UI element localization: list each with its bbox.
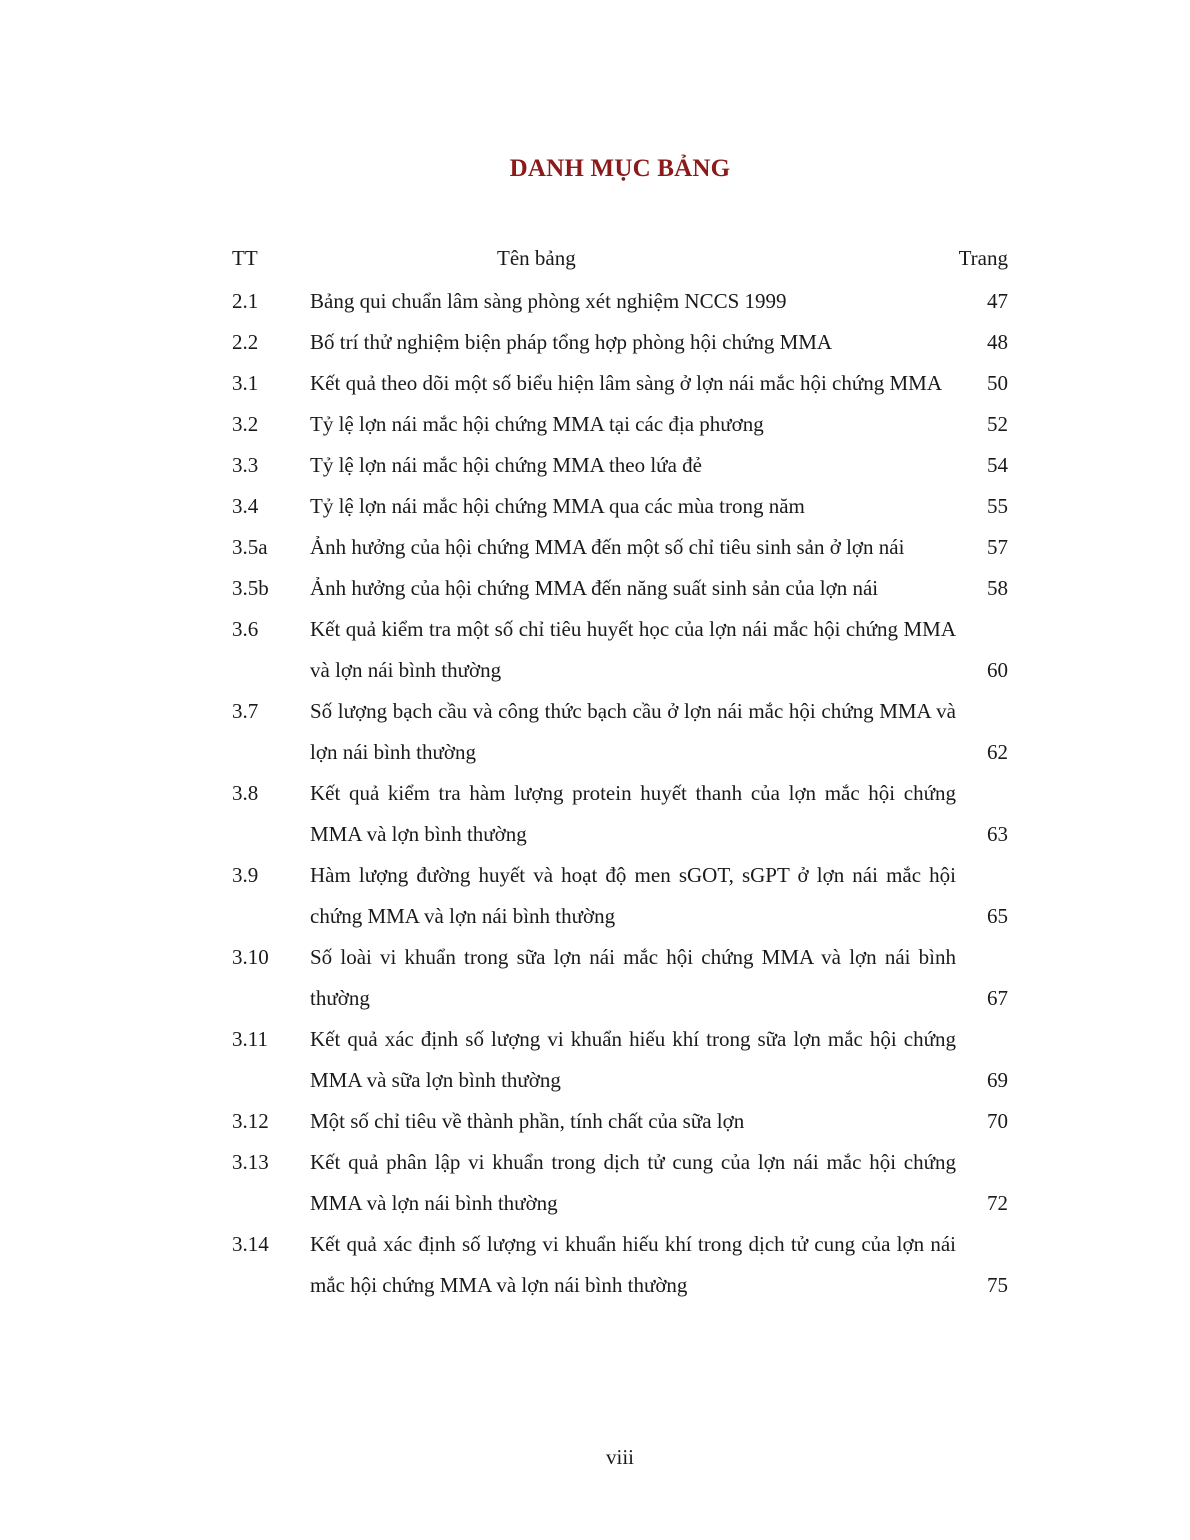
entry-title: Kết quả kiểm tra hàm lượng protein huyết thanh của lợn mắc hội chứng MMA và lợn bình thường bbox=[310, 781, 956, 846]
entry-number: 3.12 bbox=[232, 1109, 269, 1133]
toc-entry bbox=[232, 486, 1008, 527]
entry-page: 69 bbox=[987, 1068, 1008, 1092]
entry-number: 3.7 bbox=[232, 699, 259, 723]
toc-entry bbox=[232, 527, 1008, 568]
entry-page: 63 bbox=[987, 822, 1008, 846]
toc-entry bbox=[232, 445, 1008, 486]
entry-title: Ảnh hưởng của hội chứng MMA đến một số chỉ tiêu sinh sản ở lợn nái bbox=[310, 535, 905, 559]
entry-title: Kết quả xác định số lượng vi khuẩn hiếu khí trong sữa lợn mắc hội chứng MMA và sữa lợn bình thường bbox=[310, 1027, 956, 1092]
entry-number: 3.5b bbox=[232, 576, 269, 600]
entry-page: 62 bbox=[987, 740, 1008, 764]
entry-page: 50 bbox=[987, 371, 1008, 395]
entry-page: 47 bbox=[987, 289, 1008, 313]
header-tt: TT bbox=[232, 246, 258, 270]
entry-number: 3.2 bbox=[232, 412, 259, 436]
entry-number: 3.5a bbox=[232, 535, 268, 559]
entry-page: 52 bbox=[987, 412, 1008, 436]
entry-title: Tỷ lệ lợn nái mắc hội chứng MMA qua các mùa trong năm bbox=[310, 494, 805, 518]
entry-title: Kết quả kiểm tra một số chỉ tiêu huyết học của lợn nái mắc hội chứng MMA và lợn nái bình thường bbox=[310, 617, 956, 682]
entry-title: Bảng qui chuẩn lâm sàng phòng xét nghiệm NCCS 1999 bbox=[310, 289, 787, 313]
entry-number: 3.6 bbox=[232, 617, 259, 641]
entry-title: Kết quả theo dõi một số biểu hiện lâm sàng ở lợn nái mắc hội chứng MMA bbox=[310, 371, 942, 395]
entry-number: 2.2 bbox=[232, 330, 259, 354]
entry-number: 3.13 bbox=[232, 1150, 269, 1174]
footer-page-number: viii bbox=[605, 1445, 634, 1469]
toc-header bbox=[232, 240, 1008, 281]
toc-entry bbox=[232, 568, 1008, 609]
entry-title: Kết quả phân lập vi khuẩn trong dịch tử cung của lợn nái mắc hội chứng MMA và lợn nái bình thường bbox=[310, 1150, 956, 1215]
entry-title: Tỷ lệ lợn nái mắc hội chứng MMA theo lứa đẻ bbox=[310, 453, 702, 477]
entry-page: 55 bbox=[987, 494, 1008, 518]
entry-page: 67 bbox=[987, 986, 1008, 1010]
entry-page: 60 bbox=[987, 658, 1008, 682]
header-name: Tên bảng bbox=[497, 246, 576, 270]
entry-title: Ảnh hưởng của hội chứng MMA đến năng suất sinh sản của lợn nái bbox=[310, 576, 879, 600]
entry-number: 3.1 bbox=[232, 371, 259, 395]
entry-page: 48 bbox=[987, 330, 1008, 354]
toc-entry bbox=[232, 1019, 1008, 1101]
toc-entry bbox=[232, 1101, 1008, 1142]
entry-title: Tỷ lệ lợn nái mắc hội chứng MMA tại các địa phương bbox=[310, 412, 764, 436]
entry-number: 3.8 bbox=[232, 781, 259, 805]
entry-title: Kết quả xác định số lượng vi khuẩn hiếu khí trong dịch tử cung của lợn nái mắc hội chứng MMA và lợn nái bình thường bbox=[310, 1232, 956, 1297]
entry-page: 65 bbox=[987, 904, 1008, 928]
page-title: DANH MỤC BẢNG bbox=[509, 155, 731, 182]
entry-number: 3.9 bbox=[232, 863, 259, 887]
entry-page: 57 bbox=[987, 535, 1008, 559]
table-of-tables bbox=[232, 240, 1008, 1306]
entry-title: Một số chỉ tiêu về thành phần, tính chất của sữa lợn bbox=[310, 1109, 745, 1133]
toc-entry bbox=[232, 937, 1008, 1019]
entry-number: 3.4 bbox=[232, 494, 259, 518]
toc-entry bbox=[232, 609, 1008, 691]
entry-page: 58 bbox=[987, 576, 1008, 600]
entry-number: 2.1 bbox=[232, 289, 259, 313]
toc-entry bbox=[232, 773, 1008, 855]
entry-number: 3.10 bbox=[232, 945, 269, 969]
toc-entry bbox=[232, 1224, 1008, 1306]
toc-entry bbox=[232, 855, 1008, 937]
entry-page: 75 bbox=[987, 1273, 1008, 1297]
entry-page: 70 bbox=[987, 1109, 1008, 1133]
entry-number: 3.11 bbox=[232, 1027, 268, 1051]
entry-title: Bố trí thử nghiệm biện pháp tổng hợp phòng hội chứng MMA bbox=[310, 330, 833, 354]
toc-entries bbox=[232, 281, 1008, 1306]
toc-entry bbox=[232, 322, 1008, 363]
entry-number: 3.14 bbox=[232, 1232, 269, 1256]
toc-entry bbox=[232, 363, 1008, 404]
entry-title: Số lượng bạch cầu và công thức bạch cầu ở lợn nái mắc hội chứng MMA và lợn nái bình thường bbox=[310, 699, 956, 764]
entry-number: 3.3 bbox=[232, 453, 259, 477]
toc-entry bbox=[232, 404, 1008, 445]
entry-page: 72 bbox=[987, 1191, 1008, 1215]
entry-title: Số loài vi khuẩn trong sữa lợn nái mắc hội chứng MMA và lợn nái bình thường bbox=[310, 945, 956, 1010]
toc-entry bbox=[232, 691, 1008, 773]
entry-title: Hàm lượng đường huyết và hoạt độ men sGOT, sGPT ở lợn nái mắc hội chứng MMA và lợn nái bình thường bbox=[310, 863, 956, 928]
entry-page: 54 bbox=[987, 453, 1008, 477]
header-page: Trang bbox=[958, 246, 1008, 270]
toc-entry bbox=[232, 1142, 1008, 1224]
toc-entry bbox=[232, 281, 1008, 322]
